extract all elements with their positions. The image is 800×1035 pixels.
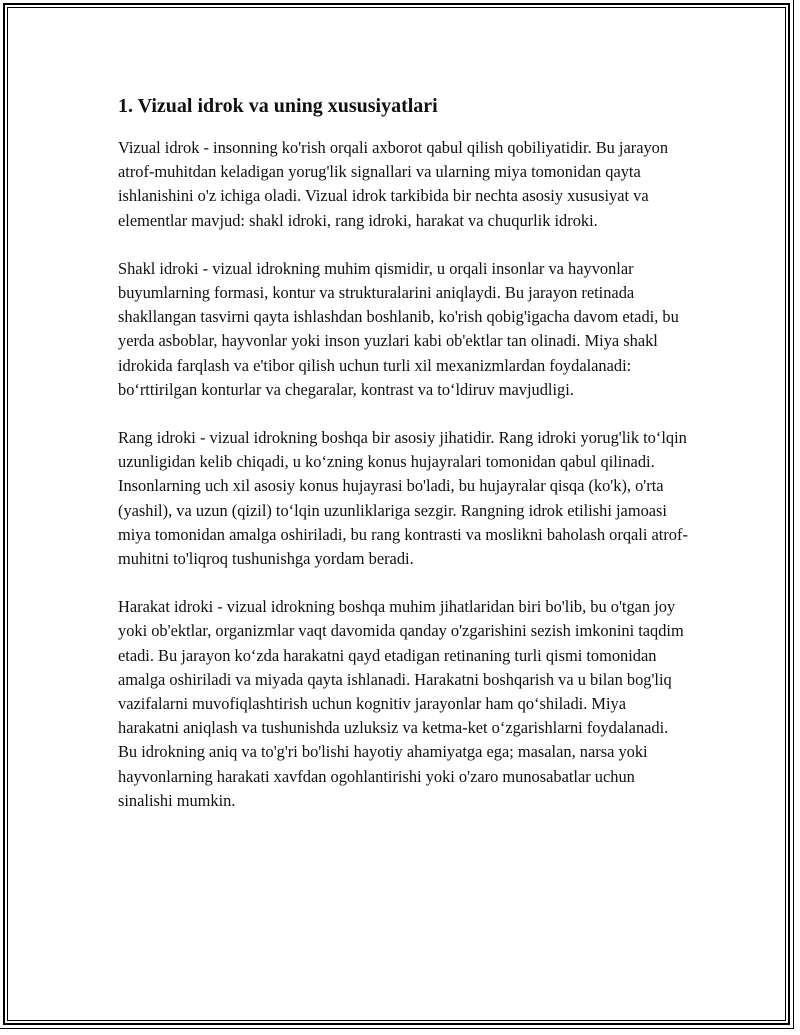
- paragraph-motion-perception: Harakat idroki - vizual idrokning boshqa muhim jihatlaridan biri bo'lib, bu o'tgan joy yoki ob'ektlar, organizmlar vaqt davomida qanday o'zgarishini sezish imkonini taqdim etadi. Bu jarayon koʻzda harakatni qayd etadigan retinaning turli qismi tomonidan amalga oshiriladi va miyada qayta ishlanadi. Harakatni boshqarish va u bilan bog'liq vazifalarni muvofiqlashtirish uchun kognitiv jarayonlar ham qoʻshiladi. Miya harakatni aniqlash va tushunishda uzluksiz va ketma-ket oʻzgarishlarni foydalanadi. Bu idrokning aniq va to'g'ri bo'lishi hayotiy ahamiyatga ega; masalan, narsa yoki hayvonlarning harakati xavfdan ogohlantirishi yoki o'zaro munosabatlar uchun sinalishi mumkin.: [118, 597, 684, 810]
- document-body: [118, 92, 688, 837]
- paragraph-shape-perception: Shakl idroki - vizual idrokning muhim qismidir, u orqali insonlar va hayvonlar buyumlarning formasi, kontur va strukturalarini aniqlaydi. Bu jarayon retinada shakllangan tasvirni qayta ishlashdan boshlanib, ko'rish qobig'igacha davom etadi, bu yerda asboblar, hayvonlar yoki inson yuzlari kabi ob'ektlar tan olinadi. Miya shakl idrokida farqlash va e'tibor qilish uchun turli xil mexanizmlardan foydalanadi: boʻrttirilgan konturlar va chegaralar, kontrast va toʻldiruv mavjudligi.: [118, 258, 679, 399]
- paragraph-color-perception: Rang idroki - vizual idrokning boshqa bir asosiy jihatidir. Rang idroki yorug'lik toʻlqin uzunligidan kelib chiqadi, u koʻzning konus hujayralari tomonidan qabul qilinadi. Insonlarning uch xil asosiy konus hujayrasi bo'ladi, bu hujayralar qisqa (ko'k), o'rta (yashil), va uzun (qizil) toʻlqin uzunliklariga sezgir. Rangning idrok etilishi jamoasi miya tomonidan amalga oshiriladi, bu rang kontrasti va moslikni baholash orqali atrof-muhitni to'liqroq tushunishga yordam beradi.: [118, 428, 688, 569]
- section-heading: 1. Vizual idrok va uning xususiyatlari: [118, 95, 438, 117]
- paragraph-visual-perception: Vizual idrok - insonning ko'rish orqali axborot qabul qilish qobiliyatidir. Bu jarayon atrof-muhitdan keladigan yorug'lik signallari va ularning miya tomonidan qayta ishlanishini o'z ichiga oladi. Vizual idrok tarkibida bir nechta asosiy xususiyat va elementlar mavjud: shakl idroki, rang idroki, harakat va chuqurlik idroki.: [118, 138, 669, 230]
